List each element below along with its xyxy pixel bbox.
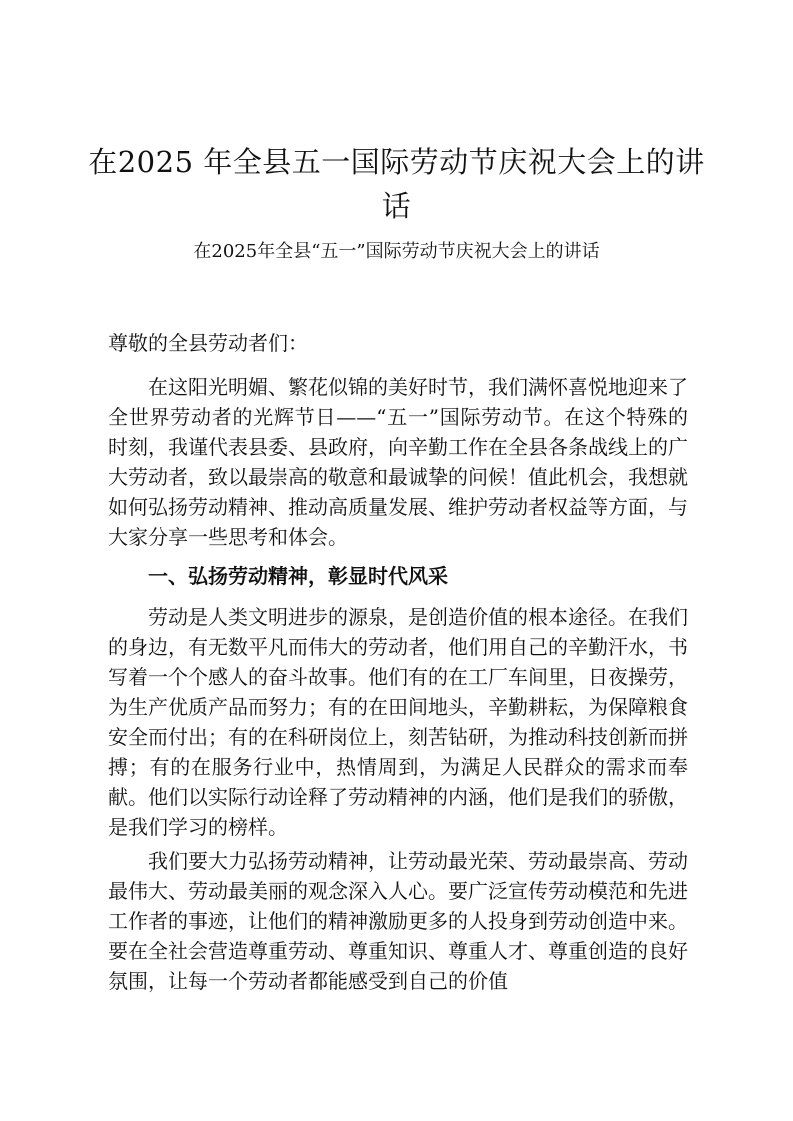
salutation: 尊敬的全县劳动者们： [108, 331, 308, 355]
document-title: 在2025 年全县五一国际劳动节庆祝大会上的讲话 [88, 145, 705, 223]
paragraph-opening: 在这阳光明媚、繁花似锦的美好时节，我们满怀喜悦地迎来了全世界劳动者的光辉节日——“五一”国际劳动节。在这个特殊的时刻，我谨代表县委、县政府，向辛勤工作在全县各条战线上的广大劳动者，致以最崇高的敬意和最诚挚的问候！值此机会，我想就如何弘扬劳动精神、推动高质量发展、维护劳动者权益等方面，与大家分享一些思考和体会。 [108, 375, 688, 549]
document-subtitle: 在2025年全县“五一”国际劳动节庆祝大会上的讲话 [193, 241, 600, 262]
paragraph-promote-spirit: 我们要大力弘扬劳动精神，让劳动最光荣、劳动最崇高、劳动最伟大、劳动最美丽的观念深入人心。要广泛宣传劳动模范和先进工作者的事迹，让他们的精神激励更多的人投身到劳动创造中来。要在全社会营造尊重劳动、尊重知识、尊重人才、尊重创造的良好氛围，让每一个劳动者都能感受到自己的价值 [108, 849, 688, 993]
paragraph-labor-source: 劳动是人类文明进步的源泉，是创造价值的根本途径。在我们的身边，有无数平凡而伟大的劳动者，他们用自己的辛勤汗水，书写着一个个感人的奋斗故事。他们有的在工厂车间里，日夜操劳，为生产优质产品而努力；有的在田间地头，辛勤耕耘，为保障粮食安全而付出；有的在科研岗位上，刻苦钻研，为推动科技创新而拼搏；有的在服务行业中，热情周到，为满足人民群众的需求而奉献。他们以实际行动诠释了劳动精神的内涵，他们是我们的骄傲，是我们学习的榜样。 [108, 605, 688, 839]
section-heading-1: 一、弘扬劳动精神，彰显时代风采 [148, 564, 448, 588]
